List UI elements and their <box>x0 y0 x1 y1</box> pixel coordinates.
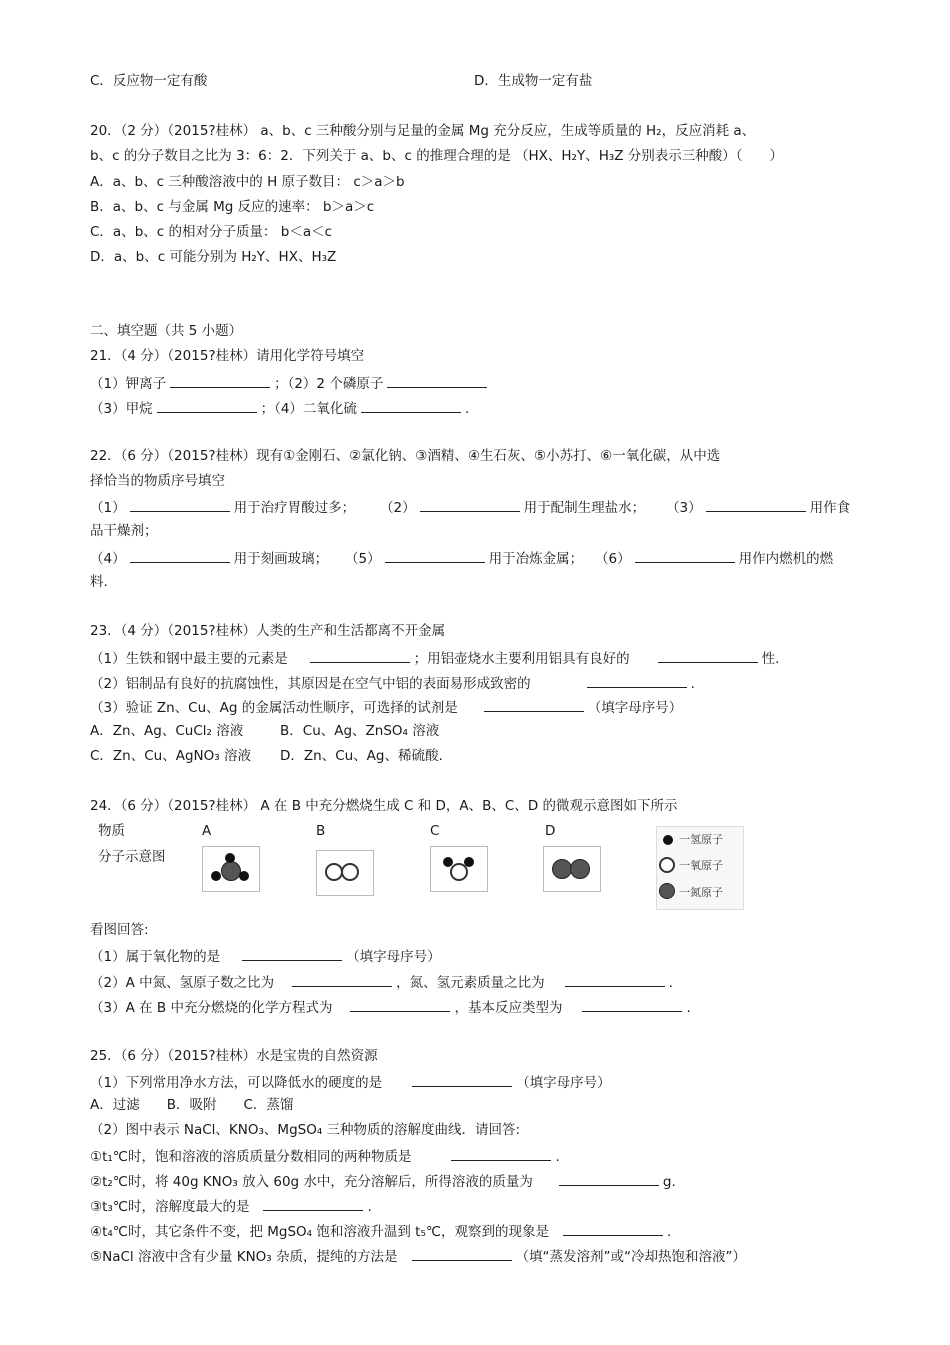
q25-sub5-label: ⑤NaCl 溶液中含有少量 KNO₃ 杂质，提纯的方法是 <box>90 1249 398 1265</box>
q25-sub5 <box>90 1246 746 1266</box>
q25-sub2-end: g. <box>662 1174 676 1190</box>
atom-legend <box>656 826 744 910</box>
q22-part2-label: （2） <box>380 500 416 516</box>
q24-col-c: C <box>430 823 440 839</box>
nitrogen-atom <box>570 859 590 879</box>
q20-option-b: B．a、b、c 与金属 Mg 反应的速率： b＞a＞c <box>90 199 375 215</box>
q22-blank-5[interactable] <box>385 548 485 563</box>
q25-sub5-end: （填“蒸发溶剂”或“冷却热饱和溶液”） <box>515 1249 746 1265</box>
q22-use1: 用于治疗胃酸过多； <box>233 500 356 516</box>
q24-part3-label: （3）A 在 B 中充分燃烧的化学方程式为 <box>90 1000 333 1016</box>
q22-part6-label: （6） <box>595 551 631 567</box>
q24-stem: 24．（6 分）（2015?桂林） A 在 B 中充分燃烧生成 C 和 D，A、B、C、D 的微观示意图如下所示 <box>90 798 678 814</box>
q25-sub2-label: ②t₂℃时，将 40g KNO₃ 放入 60g 水中，充分溶解后，所得溶液的质量为 <box>90 1174 533 1190</box>
q23-part1c-label: 性. <box>761 651 780 667</box>
q21-part3-label: （3）甲烷 <box>90 401 153 417</box>
q24-row-label-substance: 物质 <box>98 823 125 839</box>
molecule-d-diagram <box>543 846 601 892</box>
q21-blank-2[interactable] <box>387 373 487 388</box>
q24-line3 <box>90 997 691 1017</box>
q22-line1 <box>90 497 355 517</box>
molecule-c-diagram <box>430 846 488 892</box>
q22-cont3: 品干燥剂； <box>90 523 158 539</box>
q24-col-a: A <box>202 823 212 839</box>
q22-blank-6[interactable] <box>635 548 735 563</box>
q24-part1-label: （1）属于氧化物的是 <box>90 949 221 965</box>
q22-use3: 用作食 <box>809 500 851 516</box>
q22-stem-line1: 22．（6 分）（2015?桂林）现有①金刚石、②氯化钠、③酒精、④生石灰、⑤小苏打、⑥一氧化碳，从中选 <box>90 448 721 464</box>
hydrogen-atom <box>443 857 453 867</box>
q24-row-label-diagram: 分子示意图 <box>98 849 166 865</box>
q23-part3-end: （填字母序号） <box>587 700 683 716</box>
q22-stem-line2: 择恰当的物质序号填空 <box>90 473 225 489</box>
q25-line1 <box>90 1072 611 1092</box>
q25-sub4 <box>90 1221 671 1241</box>
q25-sub2 <box>90 1171 676 1191</box>
q25-blank-4[interactable] <box>263 1196 363 1211</box>
q25-sub1 <box>90 1146 560 1166</box>
q25-sub3-end: . <box>367 1199 372 1215</box>
q24-part2-end: . <box>668 975 673 991</box>
q23-option-c: C．Zn、Cu、AgNO₃ 溶液 <box>90 748 251 764</box>
q25-blank-2[interactable] <box>451 1146 551 1161</box>
q21-part2-label: ；（2）2 个磷原子 <box>274 376 384 392</box>
q24-blank-5[interactable] <box>582 997 682 1012</box>
q22-use2: 用于配制生理盐水； <box>523 500 646 516</box>
q23-line3 <box>90 697 682 717</box>
q25-blank-6[interactable] <box>412 1246 512 1261</box>
section-heading: 二、填空题（共 5 小题） <box>90 323 243 339</box>
q19-option-c: C．反应物一定有酸 <box>90 73 208 89</box>
q23-blank-4[interactable] <box>484 697 584 712</box>
q23-part1b-label: ；用铝壶烧水主要利用铝具有良好的 <box>413 651 630 667</box>
q24-part2b-label: ，氮、氢元素质量之比为 <box>396 975 545 991</box>
q22-part5-label: （5） <box>345 551 381 567</box>
q21-part1-label: （1）钾离子 <box>90 376 167 392</box>
q24-part2-label: （2）A 中氮、氢原子数之比为 <box>90 975 275 991</box>
q25-sub1-end: . <box>555 1149 560 1165</box>
q24-col-b: B <box>316 823 326 839</box>
q24-blank-1[interactable] <box>242 946 342 961</box>
q22-use5: 用于冶炼金属； <box>488 551 584 567</box>
q22-blank-3[interactable] <box>706 497 806 512</box>
molecule-a-diagram <box>202 846 260 892</box>
q21-blank-1[interactable] <box>170 373 270 388</box>
q22-blank-1[interactable] <box>130 497 230 512</box>
q20-stem-line1: 20．（2 分）（2015?桂林） a、b、c 三种酸分别与足量的金属 Mg 充分反应，生成等质量的 H₂，反应消耗 a、 <box>90 123 756 139</box>
q21-part4-label: ；（4）二氧化硫 <box>260 401 357 417</box>
q20-stem-line2: b、c 的分子数目之比为 3：6：2．下列关于 a、b、c 的推理合理的是 （HX、H₂Y、H₃Z 分别表示三种酸）（ ） <box>90 148 784 164</box>
q22-blank-2[interactable] <box>420 497 520 512</box>
q23-part2-end: . <box>690 676 695 692</box>
q25-part1-end: （填字母序号） <box>516 1075 611 1091</box>
q23-part2-label: （2）铝制品有良好的抗腐蚀性，其原因是在空气中铝的表面易形成致密的 <box>90 676 531 692</box>
q24-part1-end: （填字母序号） <box>346 949 441 965</box>
q25-sub1-label: ①t₁℃时，饱和溶液的溶质质量分数相同的两种物质是 <box>90 1149 412 1165</box>
q23-option-b: B．Cu、Ag、ZnSO₄ 溶液 <box>280 723 440 739</box>
q23-part1-label: （1）生铁和钢中最主要的元素是 <box>90 651 288 667</box>
q20-option-a: A．a、b、c 三种酸溶液中的 H 原子数目： c＞a＞b <box>90 174 405 190</box>
q23-option-d: D．Zn、Cu、Ag、稀硫酸. <box>280 748 443 764</box>
q23-blank-1[interactable] <box>310 648 410 663</box>
q23-option-a: A．Zn、Ag、CuCl₂ 溶液 <box>90 723 244 739</box>
q24-blank-2[interactable] <box>292 972 392 987</box>
q23-line1 <box>90 648 779 668</box>
q24-blank-3[interactable] <box>565 972 665 987</box>
nitrogen-atom <box>221 861 241 881</box>
q25-sub3-label: ③t₃℃时，溶解度最大的是 <box>90 1199 250 1215</box>
q22-cont6: 料. <box>90 574 108 590</box>
q25-blank-3[interactable] <box>559 1171 659 1186</box>
q25-blank-5[interactable] <box>563 1221 663 1236</box>
q22-use6: 用作内燃机的燃 <box>738 551 834 567</box>
q22-part3-label: （3） <box>666 500 702 516</box>
q25-line2: （2）图中表示 NaCl、KNO₃、MgSO₄ 三种物质的溶解度曲线．请回答: <box>90 1122 521 1138</box>
q22-blank-4[interactable] <box>130 548 230 563</box>
q24-line1 <box>90 946 441 966</box>
q23-line2 <box>90 673 695 693</box>
hydrogen-atom <box>239 871 249 881</box>
hydrogen-atom <box>464 857 474 867</box>
q24-col-d: D <box>545 823 556 839</box>
q24-part3-end: . <box>686 1000 691 1016</box>
q23-part3-label: （3）验证 Zn、Cu、Ag 的金属活动性顺序，可选择的试剂是 <box>90 700 458 716</box>
q21-end: . <box>464 401 470 417</box>
q24-look: 看图回答: <box>90 922 149 938</box>
q22-part4-label: （4） <box>90 551 126 567</box>
q25-blank-1[interactable] <box>412 1072 512 1087</box>
q21-blank-4[interactable] <box>361 398 461 413</box>
molecule-b-diagram <box>316 850 374 896</box>
q21-line1 <box>90 373 491 393</box>
q24-blank-4[interactable] <box>350 997 450 1012</box>
q22-part1-label: （1） <box>90 500 126 516</box>
q22-line1b <box>380 497 645 517</box>
hydrogen-legend-icon <box>663 835 673 845</box>
hydrogen-atom <box>225 853 235 863</box>
q20-option-d: D．a、b、c 可能分别为 H₂Y、HX、H₃Z <box>90 249 337 265</box>
q22-line2 <box>90 548 328 568</box>
q25-part1-label: （1）下列常用净水方法，可以降低水的硬度的是 <box>90 1075 383 1091</box>
q24-line2 <box>90 972 673 992</box>
hydrogen-atom <box>211 871 221 881</box>
q20-option-c: C．a、b、c 的相对分子质量： b＜a＜c <box>90 224 333 240</box>
oxygen-atom <box>341 863 359 881</box>
q22-line2b <box>345 548 583 568</box>
q23-blank-3[interactable] <box>587 673 687 688</box>
legend-nitrogen: 一氮原子 <box>679 886 723 899</box>
q23-stem: 23．（4 分）（2015?桂林）人类的生产和生活都离不开金属 <box>90 623 446 639</box>
q23-blank-2[interactable] <box>658 648 758 663</box>
q22-use4: 用于刻画玻璃； <box>233 551 329 567</box>
q22-line1c <box>666 497 850 517</box>
q19-option-d: D．生成物一定有盐 <box>474 73 593 89</box>
q25-sub3 <box>90 1196 372 1216</box>
q25-options: A．过滤 B．吸附 C．蒸馏 <box>90 1097 294 1113</box>
legend-oxygen: 一氧原子 <box>679 859 723 872</box>
q24-part3b-label: ，基本反应类型为 <box>454 1000 563 1016</box>
q25-stem: 25．（6 分）（2015?桂林）水是宝贵的自然资源 <box>90 1048 378 1064</box>
q21-line2 <box>90 398 469 418</box>
q22-line2c <box>595 548 833 568</box>
oxygen-legend-icon <box>659 857 675 873</box>
q21-blank-3[interactable] <box>157 398 257 413</box>
q25-sub4-label: ④t₄℃时，其它条件不变，把 MgSO₄ 饱和溶液升温到 t₅℃，观察到的现象是 <box>90 1224 550 1240</box>
nitrogen-legend-icon <box>659 883 675 899</box>
legend-hydrogen: 一氢原子 <box>679 833 723 846</box>
nitrogen-atom <box>552 859 572 879</box>
q21-stem: 21．（4 分）（2015?桂林）请用化学符号填空 <box>90 348 365 364</box>
q25-sub4-end: . <box>667 1224 672 1240</box>
